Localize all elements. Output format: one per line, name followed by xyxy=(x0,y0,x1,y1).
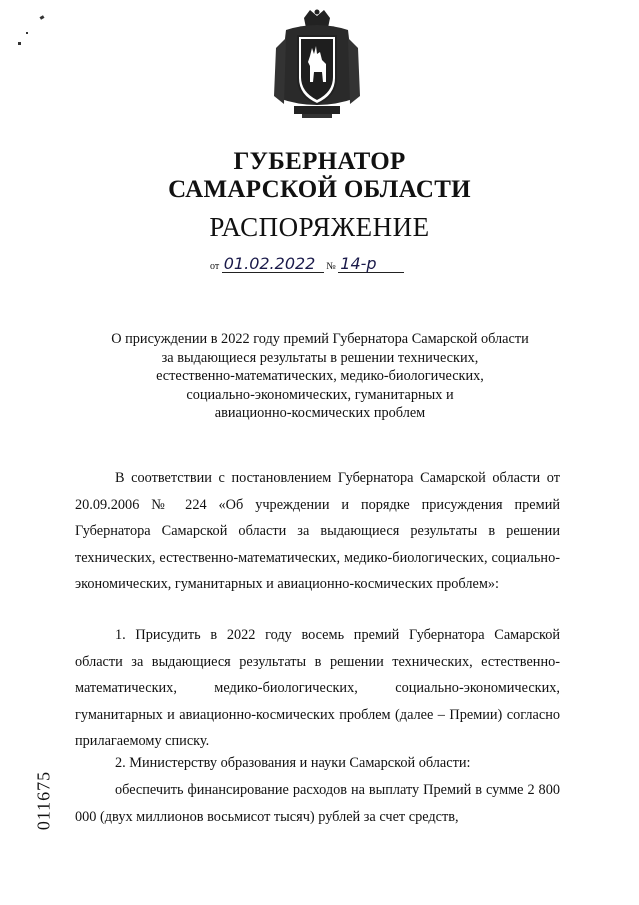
date-from-label: от xyxy=(210,261,220,272)
registration-number: 011675 xyxy=(33,770,54,831)
document-type: РАСПОРЯЖЕНИЕ xyxy=(209,212,430,242)
subject-line: естественно-математических, медико-биологических, xyxy=(156,368,484,384)
document-date: 01.02.2022 xyxy=(222,256,324,273)
scan-speck xyxy=(18,42,21,45)
subject-line: авиационно-космических проблем xyxy=(214,405,426,421)
subject-line: О присуждении в 2022 году премий Губернатора Самарской области xyxy=(111,331,529,347)
date-number-line xyxy=(210,256,404,273)
subject-line: социально-экономических, гуманитарных и xyxy=(186,386,454,403)
document-number: 14-р xyxy=(338,256,404,273)
body-paragraph-preamble: В соответствии с постановлением Губернатора Самарской области от 20.09.2006 № 224 «Об учреждении и порядке присуждения премий Губернатора Самарской области за выдающиеся результаты в решении технических, естественно-математических, медико-биологических, социально-экономических, гуманитарных и авиационно-космических проблем»: xyxy=(75,470,560,592)
coat-of-arms-emblem xyxy=(272,8,362,120)
document-subject xyxy=(90,330,550,423)
issuer-title-line2: САМАРСКОЙ ОБЛАСТИ xyxy=(168,176,471,203)
body-paragraph-item-1: 1. Присудить в 2022 году восемь премий Губернатора Самарской области за выдающиеся результаты в решении технических, естественно-математических, медико-биологических, социально-экономических, гуманитарных и авиационно-космических проблем (далее – Премии) согласно прилагаемому списку. xyxy=(75,627,560,749)
subject-line: за выдающиеся результаты в решении технических, xyxy=(161,349,479,366)
scan-speck xyxy=(40,15,45,20)
body-paragraph-funding: обеспечить финансирование расходов на выплату Премий в сумме 2 800 000 (двух миллионов восьмисот тысяч) рублей за счет средств, xyxy=(75,782,560,825)
scan-speck xyxy=(26,32,28,34)
issuer-title-line1: ГУБЕРНАТОР xyxy=(233,148,406,175)
number-label: № xyxy=(326,261,336,272)
body-paragraph-item-2: 2. Министерству образования и науки Самарской области: xyxy=(115,755,471,771)
